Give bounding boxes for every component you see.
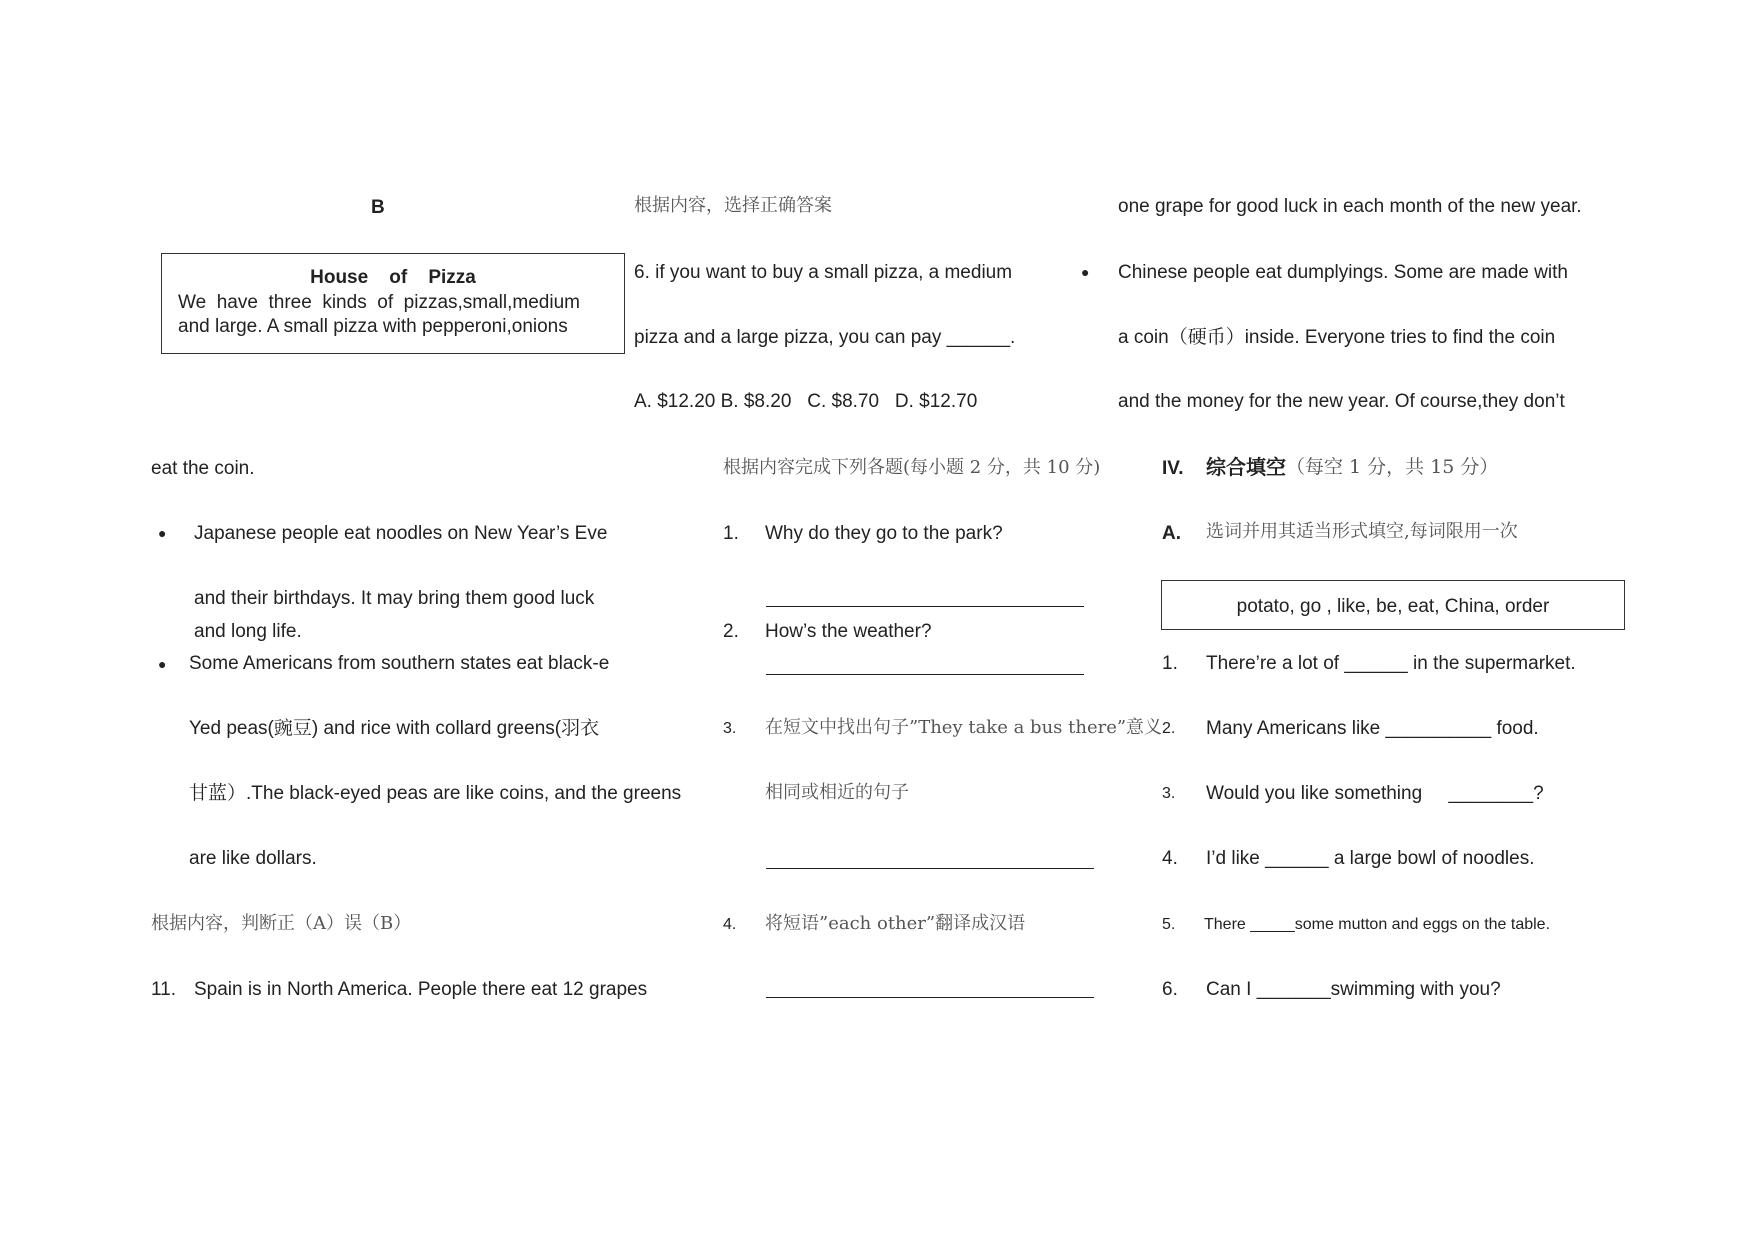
question-number: 2. [723, 621, 739, 642]
fill-in-question: Can I _______swimming with you? [1206, 979, 1501, 1000]
question-number: 3. [723, 720, 737, 737]
passage-text: one grape for good luck in each month of the new year. [1118, 196, 1582, 217]
section-letter-b: B [371, 197, 385, 218]
question-text: 在短文中找出句子”They take a bus there”意义 [765, 717, 1163, 738]
question-text: How’s the weather? [765, 621, 932, 642]
passage-text: 甘蓝）.The black-eyed peas are like coins, and the greens [189, 783, 682, 804]
bullet-icon: ● [1081, 264, 1090, 280]
question-text: Spain is in North America. People there eat 12 grapes [194, 979, 648, 1000]
choose-instruction: 根据内容，选择正确答案 [634, 195, 832, 216]
question-number: 1. [1162, 653, 1178, 674]
fill-in-question: Would you like something ________? [1206, 783, 1544, 804]
question-number: 4. [1162, 848, 1178, 869]
fill-in-question: There _____some mutton and eggs on the table. [1204, 916, 1551, 933]
passage-text: Some Americans from southern states eat black-e [189, 653, 610, 674]
fill-in-question: I’d like ______ a large bowl of noodles. [1206, 848, 1535, 869]
question-number: 1. [723, 523, 739, 544]
menu-line: We have three kinds of pizzas,small,medium [178, 292, 580, 313]
menu-title: House of Pizza [310, 267, 476, 288]
question-number: 2. [1162, 720, 1176, 737]
question-number: 5. [1162, 916, 1176, 933]
answer-options: A. $12.20 B. $8.20 C. $8.70 D. $12.70 [634, 391, 978, 412]
menu-line: and large. A small pizza with pepperoni,onions [178, 316, 568, 337]
part-letter: A. [1162, 523, 1181, 544]
passage-text: and the money for the new year. Of course,they don’t [1118, 391, 1565, 412]
answer-instruction: 根据内容完成下列各题(每小题 2 分，共 10 分) [723, 457, 1101, 478]
answer-line[interactable] [766, 674, 1084, 675]
word-bank: potato, go , like, be, eat, China, order [1236, 596, 1550, 617]
passage-text: Chinese people eat dumplyings. Some are made with [1118, 262, 1568, 283]
bullet-icon: ● [158, 525, 167, 541]
question-text: 将短语”each other”翻译成汉语 [765, 913, 1026, 934]
word-bank-box [1161, 580, 1625, 630]
passage-text: Yed peas(豌豆) and rice with collard greens(羽衣 [189, 718, 600, 739]
part-instruction: 选词并用其适当形式填空,每词限用一次 [1206, 521, 1518, 542]
judge-instruction: 根据内容，判断正（A）误（B） [151, 913, 412, 934]
question-text: 6. if you want to buy a small pizza, a medium [634, 262, 1013, 283]
bullet-icon: ● [158, 656, 167, 672]
question-number: 6. [1162, 979, 1178, 1000]
question-number: 3. [1162, 785, 1176, 802]
passage-text: eat the coin. [151, 458, 255, 479]
question-text: 相同或相近的句子 [765, 782, 909, 803]
section-title: 综合填空 [1206, 455, 1286, 479]
fill-in-question: Many Americans like __________ food. [1206, 718, 1539, 739]
answer-line[interactable] [766, 997, 1094, 998]
answer-line[interactable] [766, 606, 1084, 607]
passage-text: a coin（硬币）inside. Everyone tries to find the coin [1118, 327, 1556, 348]
question-number: 4. [723, 916, 737, 933]
passage-text: and long life. [194, 621, 302, 642]
question-text: Why do they go to the park? [765, 523, 1003, 544]
fill-in-question: There’re a lot of ______ in the supermarket. [1206, 653, 1576, 674]
answer-line[interactable] [766, 868, 1094, 869]
section-number: IV. [1162, 458, 1184, 479]
passage-text: are like dollars. [189, 848, 317, 869]
section-score: （每空 1 分，共 15 分） [1286, 456, 1499, 478]
question-text: pizza and a large pizza, you can pay ______. [634, 327, 1016, 348]
passage-text: Japanese people eat noodles on New Year’s Eve [194, 523, 608, 544]
passage-text: and their birthdays. It may bring them good luck [194, 588, 595, 609]
question-number: 11. [151, 979, 177, 1000]
pizza-menu-box [161, 253, 625, 354]
